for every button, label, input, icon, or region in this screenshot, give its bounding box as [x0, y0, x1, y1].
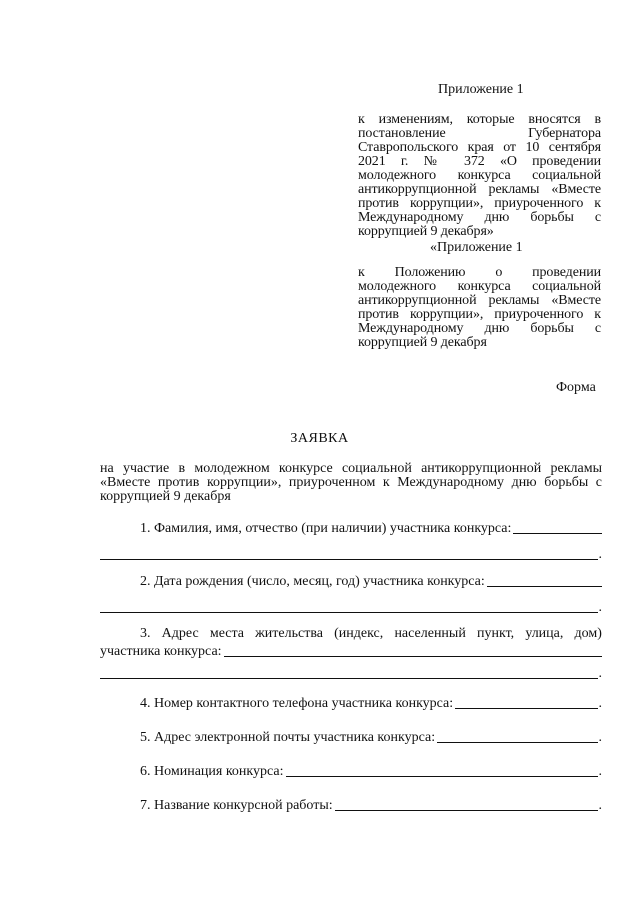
field-blank-line[interactable]: [455, 708, 597, 709]
field-work-title: [100, 796, 602, 814]
field-blank-line[interactable]: [335, 810, 598, 811]
field-full-name: [100, 519, 602, 563]
form-label: Форма: [556, 380, 596, 395]
address-label-row: 3. Адрес места жительства (индекс, населенный пункт, улица, дом): [140, 626, 602, 641]
field-birth-date: [100, 572, 602, 616]
appendix-text: к изменениям, которые вносятся в постановление Губернатора Ставропольского края от 10 сентября 2021 г. № 372 «О проведении молодежного конкурса социальной антикоррупционной рекламы «Вместе против коррупции», приуроченного к Международному дню борьбы с коррупцией 9 декабря»: [358, 112, 601, 239]
document-subtitle: на участие в молодежном конкурсе социальной антикоррупционной рекламы «Вместе против коррупции», приуроченном к Международному дню борьбы с коррупцией 9 декабря: [100, 461, 602, 504]
field-blank-line[interactable]: [100, 612, 598, 613]
document-title: ЗАЯВКА: [290, 431, 349, 446]
field-address: [100, 624, 602, 682]
field-label: 6. Номинация конкурса:: [140, 764, 284, 779]
field-label: 1. Фамилия, имя, отчество (при наличии) участника конкурса:: [140, 521, 512, 536]
end-mark: .: [598, 696, 602, 711]
appendix-title: Приложение 1: [438, 82, 524, 97]
field-blank-line[interactable]: [437, 742, 597, 743]
end-mark: .: [598, 798, 602, 813]
end-mark: .: [598, 730, 602, 745]
field-label: 4. Номер контактного телефона участника конкурса:: [140, 696, 454, 711]
inner-appendix-title: «Приложение 1: [430, 240, 523, 255]
field-blank-line[interactable]: [100, 678, 598, 679]
field-label: 7. Название конкурсной работы:: [140, 798, 333, 813]
field-label-continuation: участника конкурса:: [100, 644, 222, 659]
field-blank-line[interactable]: [487, 586, 602, 587]
field-blank-line[interactable]: [100, 559, 598, 560]
field-blank-line[interactable]: [286, 776, 598, 777]
inner-appendix-text: к Положению о проведении молодежного конкурса социальной антикоррупционной рекламы «Вместе против коррупции», приуроченного к Международному дню борьбы с коррупцией 9 декабря: [358, 265, 601, 350]
field-blank-line[interactable]: [224, 656, 602, 657]
field-nomination: [100, 762, 602, 780]
field-email: [100, 728, 602, 746]
end-mark: .: [598, 600, 602, 615]
field-blank-line[interactable]: [513, 533, 602, 534]
end-mark: .: [598, 547, 602, 562]
field-label: 5. Адрес электронной почты участника конкурса:: [140, 730, 436, 745]
field-label: 2. Дата рождения (число, месяц, год) участника конкурса:: [140, 574, 485, 589]
end-mark: .: [598, 764, 602, 779]
end-mark: .: [598, 666, 602, 681]
field-phone: [100, 694, 602, 712]
